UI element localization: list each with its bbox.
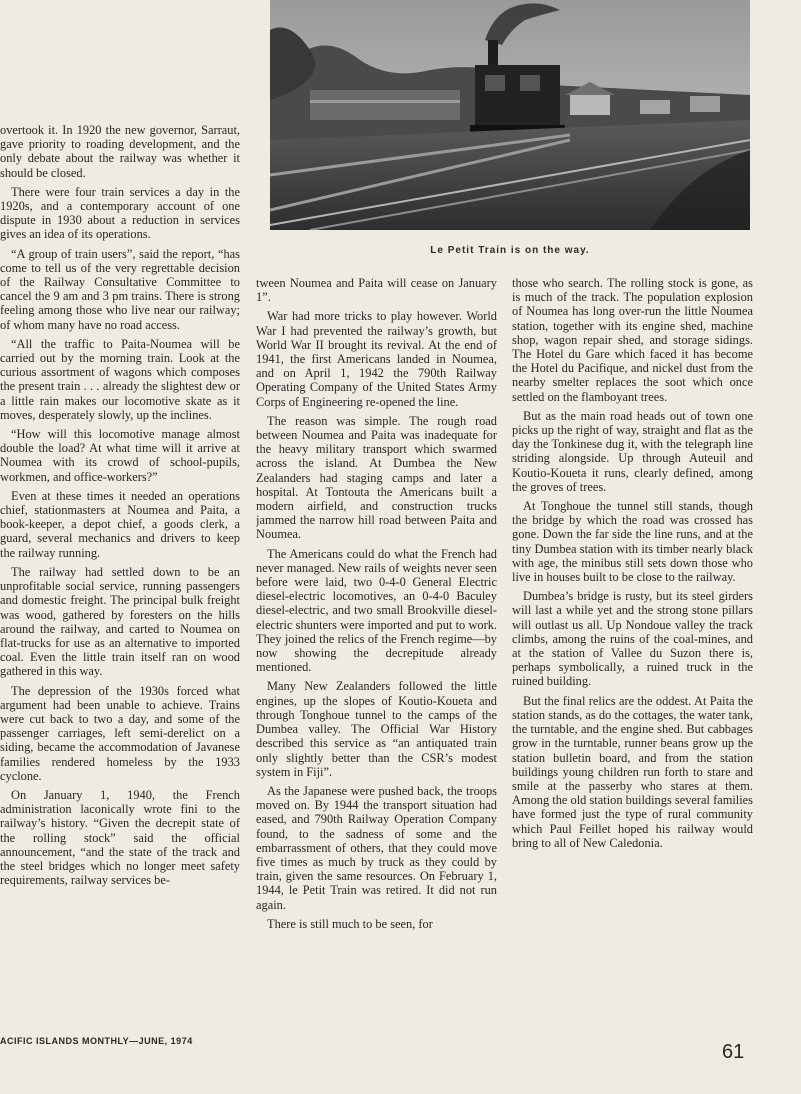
paragraph: War had more tricks to play however. World War I had prevented the railway’s growth, but World War II brought its revival. At the end of 1941, the first Americans landed in Noumea, and on April 1, 1942 the 790th Railway Operating Company of the United States Army Corps of Engineering re-opened the line.	[256, 309, 497, 409]
page-number: 61	[722, 1041, 745, 1063]
paragraph: The Americans could do what the French had never managed. New rails of weights never seen before were laid, two 0-4-0 General Electric diesel-electric locomotives, an 0-4-0 Baculey diesel-electric, and two small Brookville diesel-electric shunters were imported and put to work. They joined the relics of the French regime—by now showing the decrepitude already mentioned.	[256, 546, 497, 675]
paragraph: There were four train services a day in the 1920s, and a contemporary account of one dispute in 1930 about a reduction in services gives an idea of its operations.	[0, 184, 240, 242]
paragraph: tween Noumea and Paita will cease on January 1”.	[256, 276, 497, 305]
photo-caption: Le Petit Train is on the way.	[430, 245, 590, 256]
paragraph: Even at these times it needed an operations chief, stationmasters at Noumea and Paita, a book-keeper, a depot chief, a goods clerk, a guard, several mechanics and drivers to keep the railway running.	[0, 488, 240, 560]
locomotive-photo-image	[270, 0, 750, 230]
paragraph: On January 1, 1940, the French administration laconically wrote fini to the railway’s history. “Given the decrepit state of the rolling stock” said the official announcement, “and the state of the track and the steel bridges which no longer meet safety requirements, railway services be-	[0, 787, 240, 888]
running-footer: ACIFIC ISLANDS MONTHLY—JUNE, 1974	[0, 1036, 193, 1046]
paragraph: Dumbea’s bridge is rusty, but its steel girders will last a while yet and the strong stone pillars will outlast us all. Up Nondoue valley the track climbs, among the ruins of the coal-mines, and at the station of Vallee du Suzon there is, perhaps symbolically, a ruined truck in the ruined building.	[512, 589, 753, 689]
paragraph: The depression of the 1930s forced what argument had been unable to achieve. Trains were cut back to two a day, and some of the passenger carriages, left semi-derelict on a siding, became the accommodation of Javanese families rendered homeless by the 1933 cyclone.	[0, 683, 240, 783]
article-column-3	[512, 276, 753, 1031]
paragraph: those who search. The rolling stock is gone, as is much of the track. The population explosion of Noumea has long over-run the little Noumea station, together with its engine shed, machine shop, wagon repair shed, and storage sidings. The Hotel du Gare which faced it has become the Hotel du Pacifique, and nickel dust from the nearby smelter replaces the soot which once settled on the flamboyant trees.	[512, 276, 753, 404]
paragraph: “All the traffic to Paita-Noumea will be carried out by the morning train. Look at the curious assortment of wagons which composes the present train . . . already the slightest dew or a little rain makes our locomotive skate as it moves, desperately slowly, up the inclines.	[0, 336, 240, 422]
paragraph: “A group of train users”, said the report, “has come to tell us of the very regrettable decision of the Railway Consultative Committee to cancel the 9 am and 3 pm trains. There is strong feeling among those who live near our railway; of whom many have no road access.	[0, 246, 240, 332]
paragraph: The railway had settled down to be an unprofitable social service, running passengers and domestic freight. The principal bulk freight was wood, gathered by foresters on the hills around the railway, and carted to Noumea on flat-trucks for use as an alternative to imported coal. Even the little train itself ran on wood gathered in this way.	[0, 564, 240, 679]
paragraph: But as the main road heads out of town one picks up the right of way, straight and flat as the day the Tonkinese dug it, with the telegraph line striding alongside. Up through Auteuil and Koutio-Koueta it runs, clearly defined, among the groves of trees.	[512, 408, 753, 494]
article-column-1	[0, 123, 240, 1023]
paragraph: As the Japanese were pushed back, the troops moved on. By 1944 the transport situation had eased, and 790th Railway Operation Company found, to the sadness of some and the embarrassment of others, that they could move five times as much by truck as they could by train, given the same resources. On February 1, 1944, le Petit Train was retired. It did not run again.	[256, 783, 497, 912]
paragraph: The reason was simple. The rough road between Noumea and Paita was inadequate for the heavy military transport which swarmed across the island. At Dumbea the New Zealanders had staging camps and later a hospital. At Tontouta the Americans built a modern airfield, and construction trucks jammed the narrow hill road between Paita and Noumea.	[256, 413, 497, 542]
paragraph: “How will this locomotive manage almost double the load? At what time will it arrive at Noumea with its crowd of school-pupils, workmen, and office-workers?”	[0, 427, 240, 484]
article-column-2	[256, 276, 497, 1031]
paragraph: There is still much to be seen, for	[267, 916, 433, 931]
paragraph: But the final relics are the oddest. At Paita the station stands, as do the cottages, the water tank, the turntable, and the engine shed. But cabbages grow in the turntable, runner beans grow up the station bulletin board, and from the station buildings young children run forth to stare and smile at the passerby who stares at them. Among the old station buildings several families have formed just the type of rural community which Paul Feillet hoped his railway would bring to all of New Caledonia.	[512, 693, 753, 850]
paragraph: overtook it. In 1920 the new governor, Sarraut, gave priority to roading development, and the only debate about the railway was whether it should be closed.	[0, 123, 240, 180]
locomotive-photo	[270, 0, 750, 230]
paragraph: At Tonghoue the tunnel still stands, though the bridge by which the road was crossed has gone. Down the far side the line runs, and at the tiny Dumbea station with its timber nearly black with age, the minibus still sets down those who live in houses built to be close to the railway.	[512, 499, 753, 585]
paragraph: Many New Zealanders followed the little engines, up the slopes of Koutio-Koueta and through Tonghoue tunnel to the camps of the Dumbea valley. The Official War History described this service as “an antiquated train only slightly better than the CSR’s modest system in Fiji”.	[256, 679, 497, 779]
